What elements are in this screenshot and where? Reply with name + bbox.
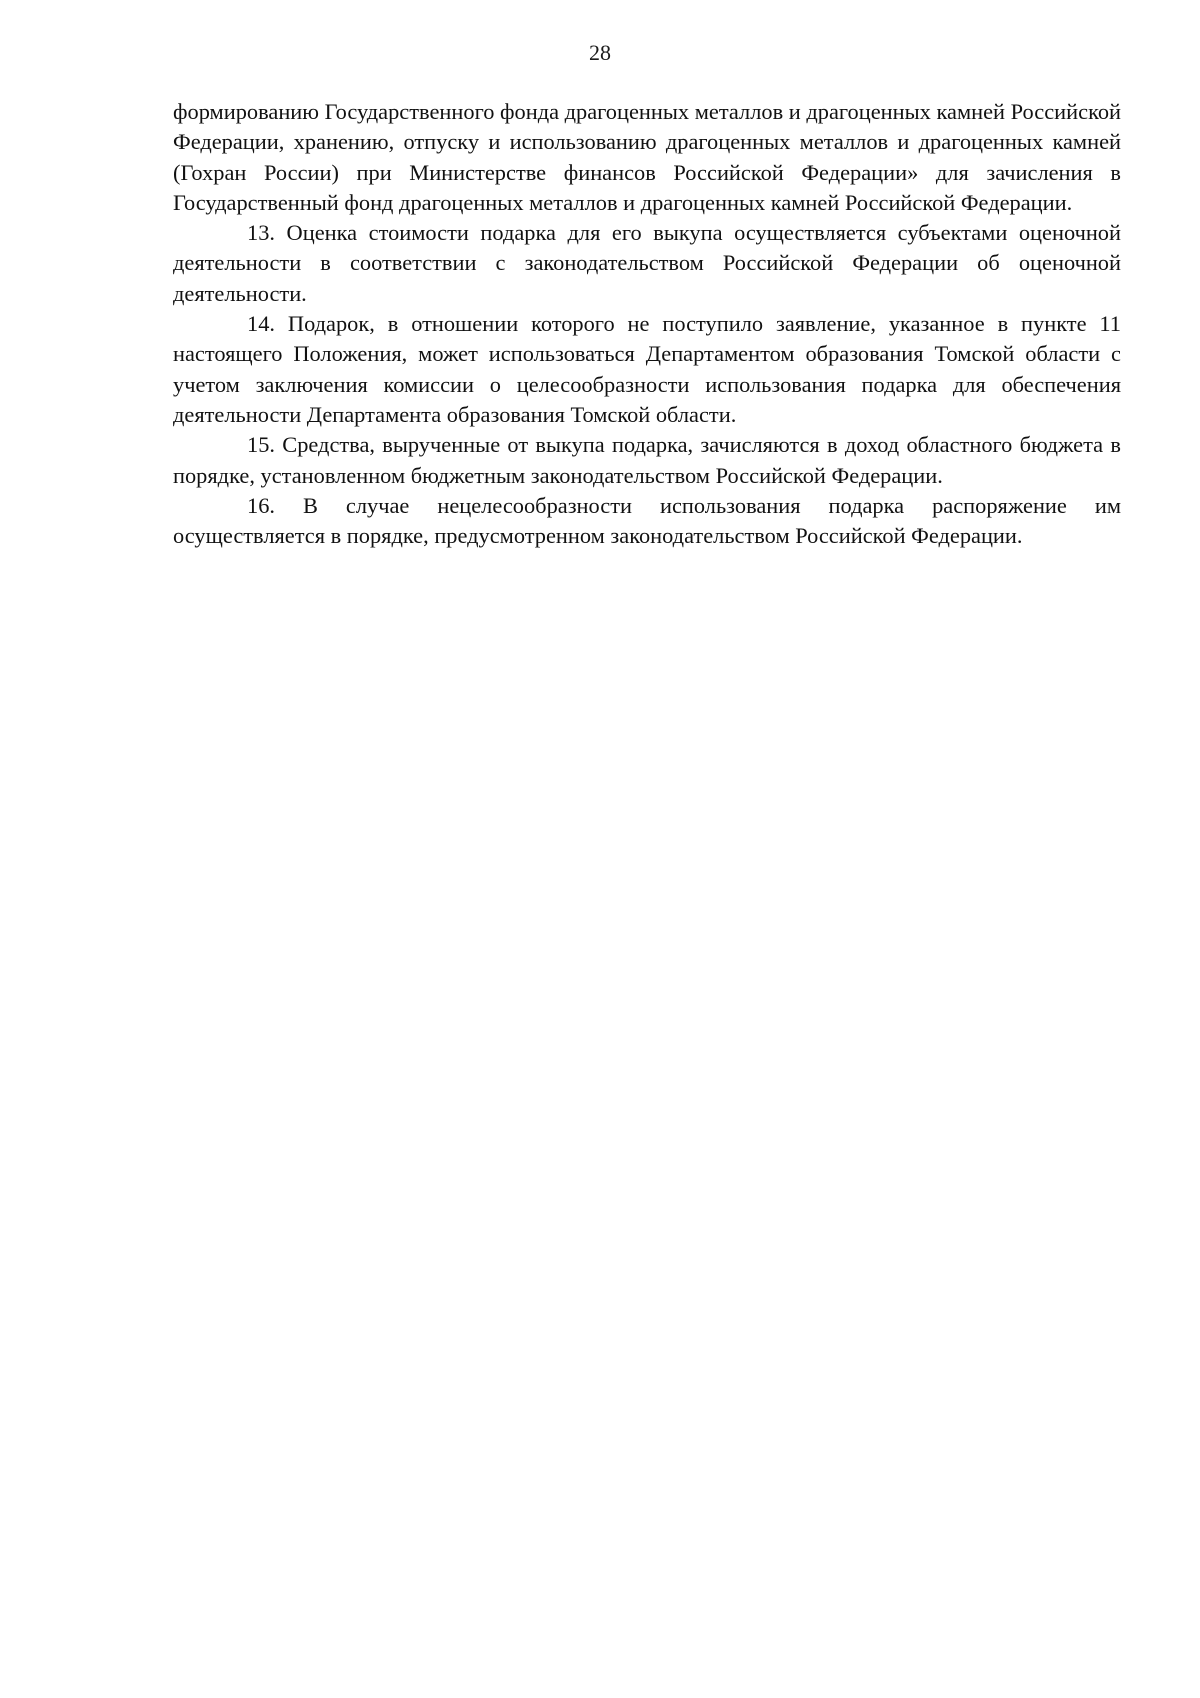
page-number: 28 (589, 40, 611, 65)
paragraph-item-13: 13. Оценка стоимости подарка для его выкупа осуществляется субъектами оценочной деятельности в соответствии с законодательством Российской Федерации об оценочной деятельности. (173, 220, 1121, 306)
document-body (173, 97, 1121, 551)
paragraph-item-14: 14. Подарок, в отношении которого не поступило заявление, указанное в пункте 11 настоящего Положения, может использоваться Департаментом образования Томской области с учетом заключения комиссии о целесообразности использования подарка для обеспечения деятельности Департамента образования Томской области. (173, 311, 1121, 427)
paragraph-item-15: 15. Средства, вырученные от выкупа подарка, зачисляются в доход областного бюджета в порядке, установленном бюджетным законодательством Российской Федерации. (173, 432, 1121, 488)
paragraph-item-16: 16. В случае нецелесообразности использования подарка распоряжение им осуществляется в порядке, предусмотренном законодательством Российской Федерации. (173, 492, 1121, 549)
paragraph-continuation: формированию Государственного фонда драгоценных металлов и драгоценных камней Российской Федерации, хранению, отпуску и использованию драгоценных металлов и драгоценных камней (Гохран России) при Министерстве финансов Российской Федерации» для зачисления в Государственный фонд драгоценных металлов и драгоценных камней Российской Федерации. (173, 99, 1121, 215)
